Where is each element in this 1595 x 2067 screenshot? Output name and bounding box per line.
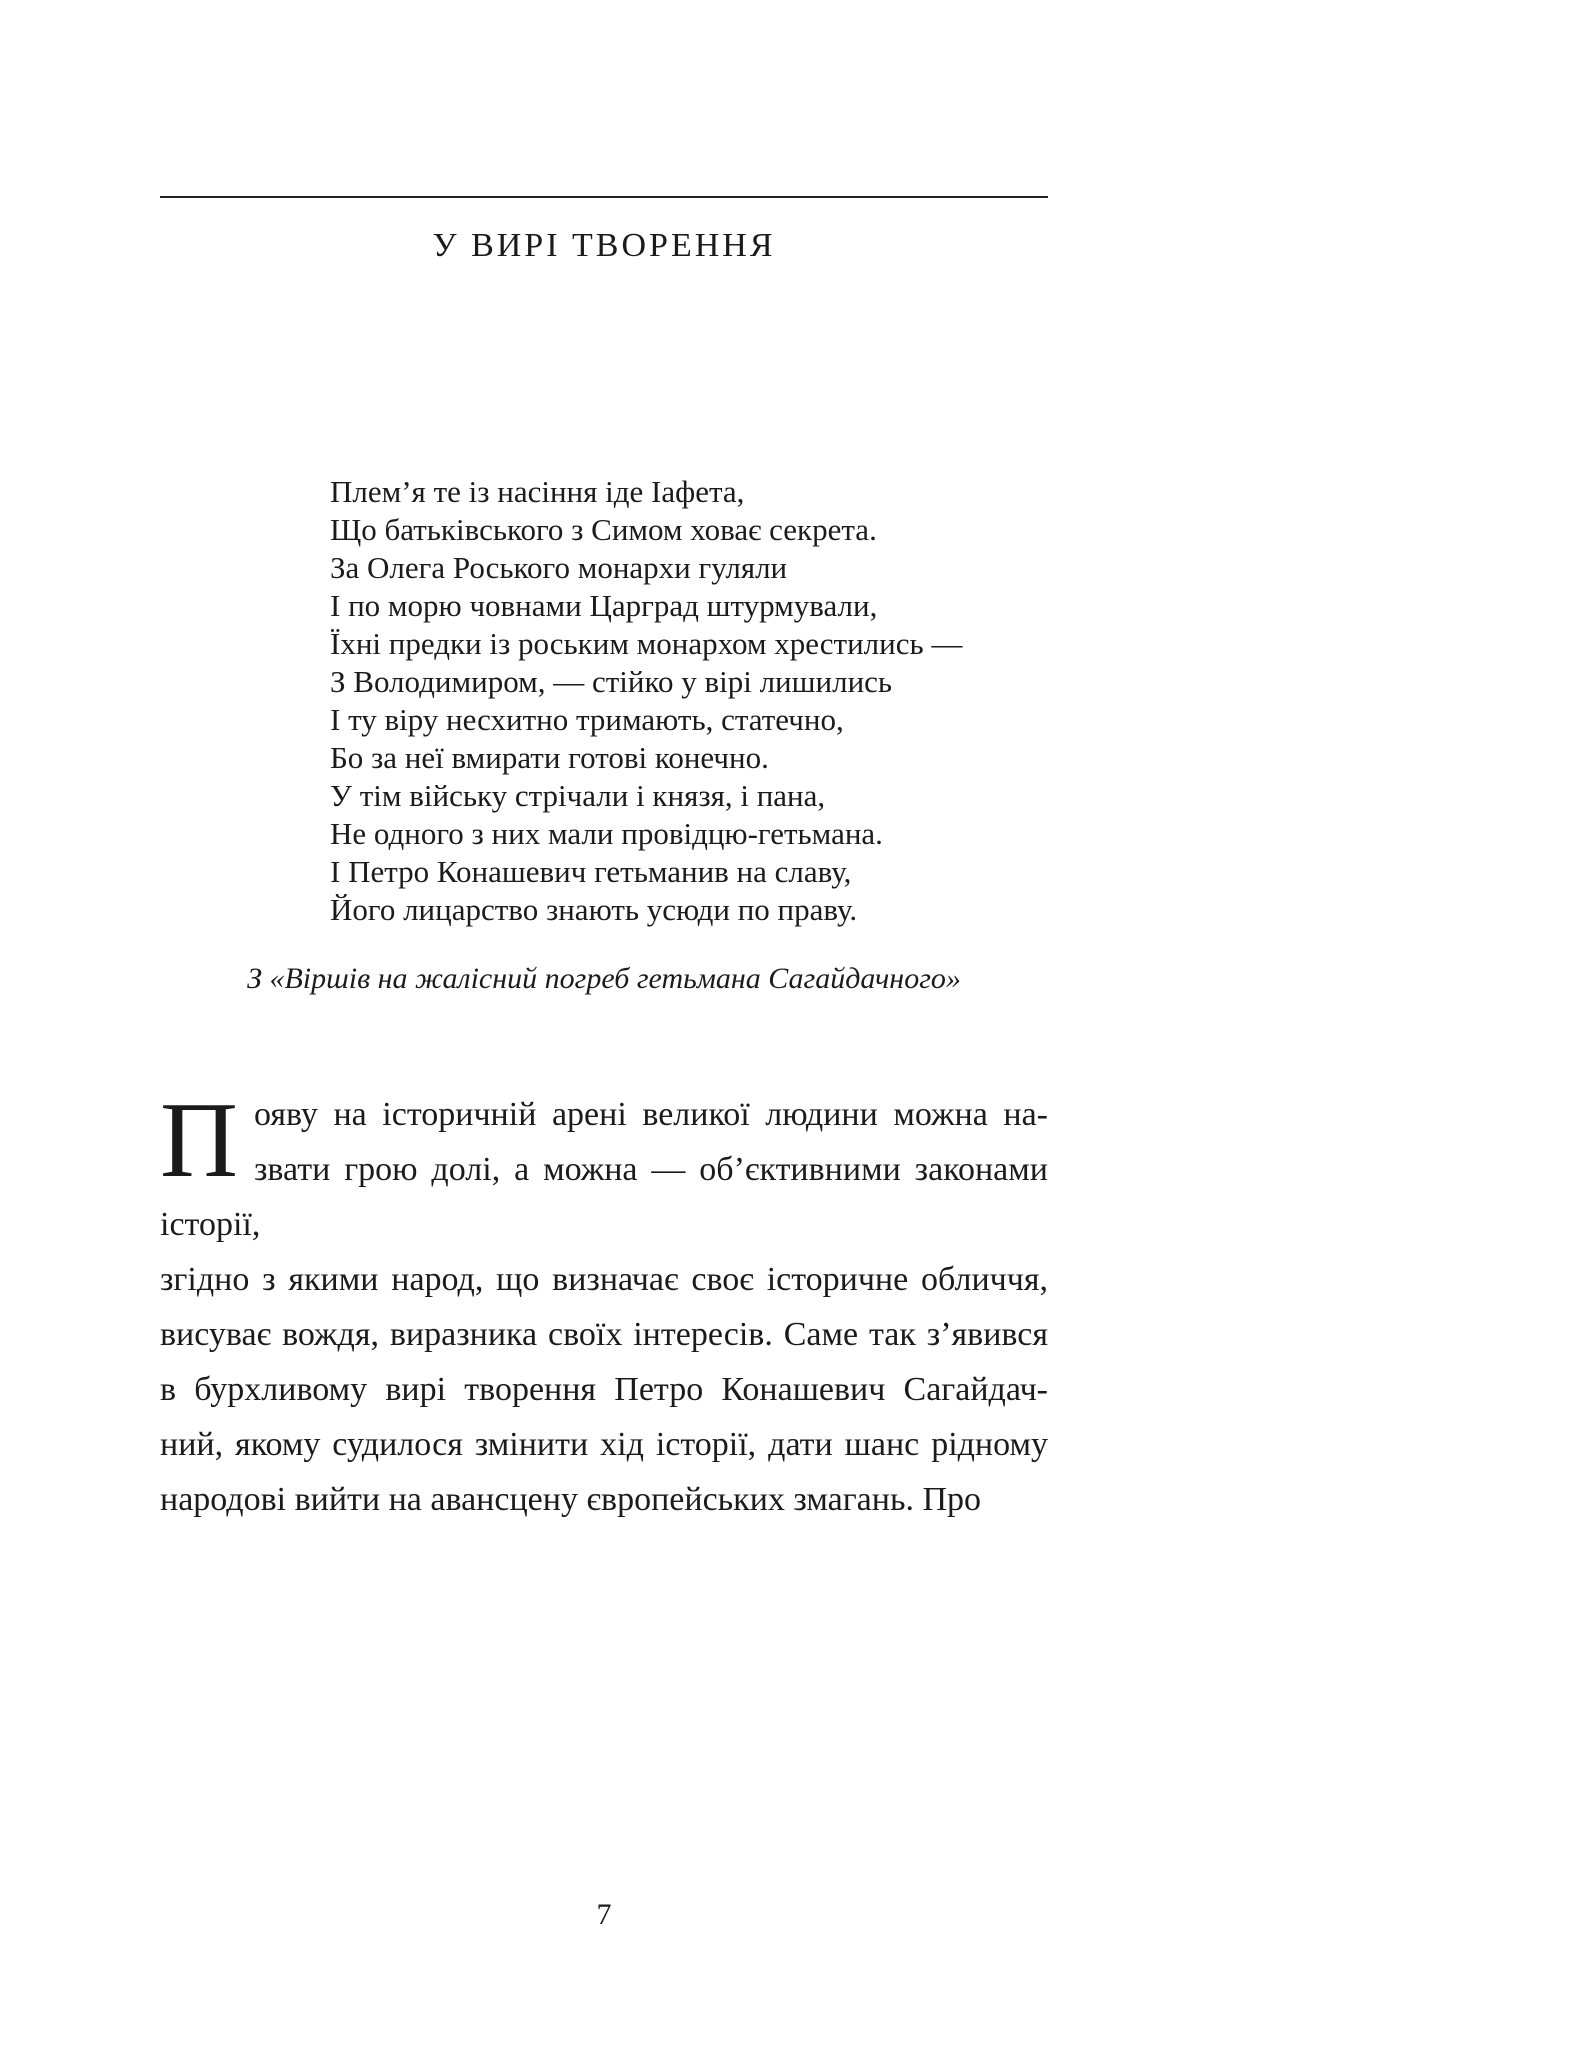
poem-line: З Володимиром, — стійко у вірі лишились	[330, 664, 893, 699]
text-block	[160, 196, 1048, 1527]
poem-line: У тім війську стрічали і князя, і пана,	[330, 778, 826, 813]
poem-attribution: З «Віршів на жалісний погреб гетьмана Сагайдачного»	[247, 962, 961, 995]
poem-line: І ту віру несхитно тримають, статечно,	[330, 702, 844, 737]
paragraph-line: народові вийти на авансцену європейських змагань. Про	[160, 1481, 981, 1518]
epigraph-poem	[160, 473, 1048, 929]
poem-line: Що батьківського з Симом ховає секрета.	[330, 512, 877, 547]
paragraph-line: ояву на історичній арені великої людини можна на-	[254, 1096, 1048, 1133]
page-number: 7	[596, 1898, 612, 1931]
paragraph-line: звати грою долі, а можна — об’єктивними законами історії,	[160, 1151, 1048, 1243]
paragraph-line: висуває вождя, виразника своїх інтересів. Саме так з’явився	[160, 1316, 1048, 1353]
poem-line: Не одного з них мали провідцю-гетьмана.	[330, 816, 883, 851]
drop-cap: П	[160, 1081, 238, 1200]
chapter-title: У ВИРІ ТВОРЕННЯ	[432, 227, 776, 264]
opening-paragraph	[160, 1081, 1048, 1527]
paragraph-line: ний, якому судилося змінити хід історії, дати шанс рідному	[160, 1426, 1048, 1463]
poem-line: І Петро Конашевич гетьманив на славу,	[330, 854, 852, 889]
paragraph-line: згідно з якими народ, що визначає своє історичне обличчя,	[160, 1261, 1048, 1298]
poem-line: Його лицарство знають усюди по праву.	[330, 892, 858, 927]
paragraph-line: в бурхливому вирі творення Петро Конашевич Сагайдач-	[160, 1371, 1048, 1408]
section-divider	[160, 196, 1048, 198]
poem-line: Бо за неї вмирати готові конечно.	[330, 740, 769, 775]
poem-line: Їхні предки із роським монархом хрестились —	[330, 626, 963, 661]
poem-line: І по морю човнами Царград штурмували,	[330, 588, 878, 623]
poem-line: Плем’я те із насіння іде Іафета,	[330, 474, 745, 509]
poem-line: За Олега Роського монархи гуляли	[330, 550, 788, 585]
